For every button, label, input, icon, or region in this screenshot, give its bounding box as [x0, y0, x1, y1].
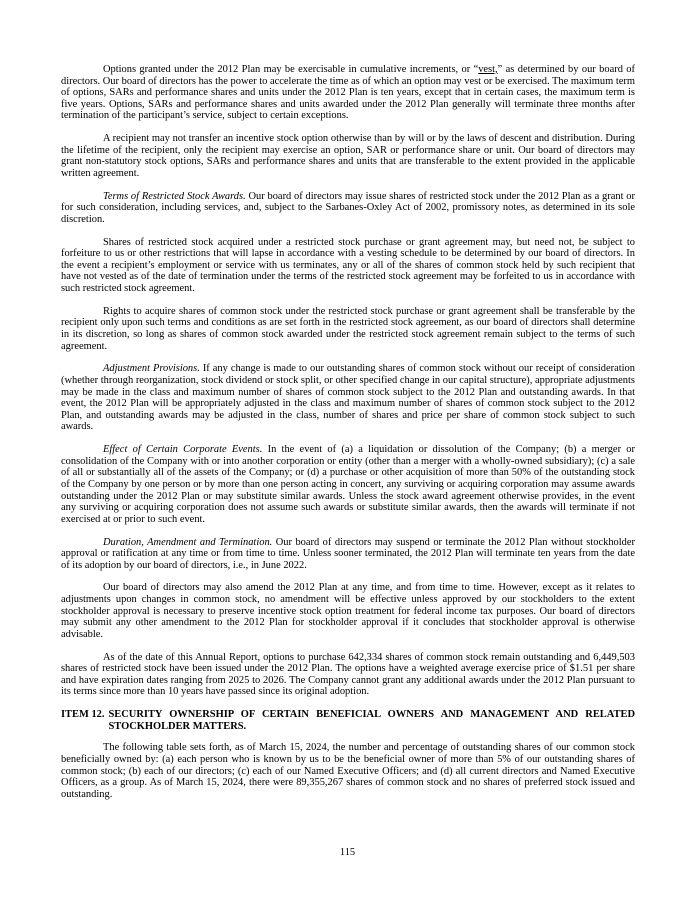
paragraph-transferability: A recipient may not transfer an incentive stock option otherwise than by will or by the laws of descent and distribution. During the lifetime of the recipient, only the recipient may exercise an option, SAR or performance share or unit. Our board of directors may grant non-statutory stock options, SARs and performance shares and units that are transferable to the extent provided in the applicable written agreement.: [61, 133, 635, 179]
paragraph-ownership-table-intro: The following table sets forth, as of March 15, 2024, the number and percentage of outstanding shares of our common stock beneficially owned by: (a) each person who is known by us to be the beneficial owner of more than 5% of our outstanding shares of common stock; (b) each of our directors; (c) each of our Named Executive Officers; and (d) all current directors and Named Executive Officers, as a group. As of March 15, 2024, there were 89,355,267 shares of common stock and no shares of preferred stock issued and outstanding.: [61, 742, 635, 800]
item-title: SECURITY OWNERSHIP OF CERTAIN BENEFICIAL OWNERS AND MANAGEMENT AND RELATED STOCKHOLDER MATTERS.: [108, 709, 635, 732]
paragraph-corporate-events: [61, 444, 635, 525]
corporate-events-heading: Effect of Certain Corporate Events.: [103, 444, 263, 456]
paragraph-annual-report-options: As of the date of this Annual Report, options to purchase 642,334 shares of common stock remain outstanding and 6,449,503 shares of restricted stock have been issued under the 2012 Plan. The options have a weighted average exercise price of $1.51 per share and have expiration dates ranging from 2025 to 2026. The Company cannot grant any additional awards under the 2012 Plan pursuant to its terms since more than 10 years have passed since its original adoption.: [61, 651, 635, 698]
vest-term-underlined: vest,: [478, 64, 498, 75]
paragraph-adjustment-provisions: [61, 363, 635, 433]
restricted-stock-terms-heading: Terms of Restricted Stock Awards.: [103, 190, 246, 202]
duration-heading: Duration, Amendment and Termination.: [103, 536, 273, 548]
adjustment-provisions-heading: Adjustment Provisions.: [103, 363, 200, 375]
corporate-events-text: In the event of (a) a liquidation or dissolution of the Company; (b) a merger or consolidation of the Company with or into another corporation or entity (other than a merger with a wholly-owned subsidiary); (c) a sale of all or substantially all of the assets of the Company; or (d) a purchase or other acquisition of more than 50% of the outstanding stock of the Company by one person or by more than one person acting in concert, any surviving or acquiring corporation may assume awards outstanding under the 2012 Plan or may substitute similar awards. Unless the stock award agreement otherwise provides, in the event any surviving or acquiring corporation does not assume such awards or substitute similar awards, then the awards will terminate if not exercised at or prior to such event.: [61, 444, 635, 525]
paragraph-duration: [61, 537, 635, 572]
paragraph-restricted-stock-terms: [61, 191, 635, 226]
paragraph-vesting: [61, 64, 635, 122]
item-12-heading: [61, 709, 635, 732]
paragraph-vesting-text-a: Options granted under the 2012 Plan may be exercisable in cumulative increments, or “: [103, 64, 479, 75]
adjustment-provisions-text: If any change is made to our outstanding shares of common stock without our receipt of consideration (whether through reorganization, stock dividend or stock split, or other specified change in our capital structure), appropriate adjustments may be made in the class and maximum number of shares of common stock subject to the 2012 Plan and outstanding awards. In that event, the 2012 Plan will be appropriately adjusted in the class and maximum number of shares of common stock subject to the 2012 Plan, and outstanding awards may be adjusted in the class, number of shares and price per share of common stock subject to such awards.: [61, 363, 635, 433]
paragraph-amendment: Our board of directors may also amend the 2012 Plan at any time, and from time to time. However, except as it relates to adjustments upon changes in common stock, no amendment will be effective unless approved by our stockholders to the extent stockholder approval is necessary to preserve incentive stock option treatment for federal income tax purposes. Our board of directors may submit any other amendment to the 2012 Plan for stockholder approval if it concludes that stockholder approval is otherwise advisable.: [61, 582, 635, 640]
paragraph-vesting-text-b: ” as determined by our board of directors. Our board of directors has the power to accelerate the time as of which an option may vest or be exercised. The maximum term of options, SARs and performance shares and units under the 2012 Plan is ten years, except that in certain cases, the maximum term is five years. Options, SARs and performance shares and units awarded under the 2012 Plan generally will terminate three months after termination of the participant’s service, subject to certain exceptions.: [61, 64, 635, 122]
page-number: 115: [339, 847, 356, 858]
paragraph-rights-to-acquire: Rights to acquire shares of common stock under the restricted stock purchase or grant agreement shall be transferable by the recipient only upon such terms and conditions as are set forth in the restricted stock agreement, as our board of directors shall determine in its discretion, so long as shares of common stock awarded under the restricted stock agreement remain subject to the terms of such agreement.: [61, 305, 635, 352]
paragraph-forfeiture: Shares of restricted stock acquired under a restricted stock purchase or grant agreement may, but need not, be subject to forfeiture to us or other restrictions that will lapse in accordance with a vesting schedule to be determined by our board of directors. In the event a recipient’s employment or service with us terminates, any or all of the shares of common stock held by such recipient that have not vested as of the date of termination under the terms of the restricted stock agreement may be forfeited to us in accordance with such restricted stock agreement.: [61, 236, 635, 295]
item-number: ITEM 12.: [61, 709, 105, 721]
restricted-stock-terms-text: Our board of directors may issue shares of restricted stock under the 2012 Plan as a grant or for such consideration, including services, and, subject to the Sarbanes-Oxley Act of 2002, promissory notes, as determined in its sole discretion.: [61, 190, 635, 225]
duration-text: Our board of directors may suspend or terminate the 2012 Plan without stockholder approval or ratification at any time or from time to time. Unless sooner terminated, the 2012 Plan will terminate ten years from the date of its adoption by our board of directors, i.e., in June 2022.: [61, 536, 635, 571]
